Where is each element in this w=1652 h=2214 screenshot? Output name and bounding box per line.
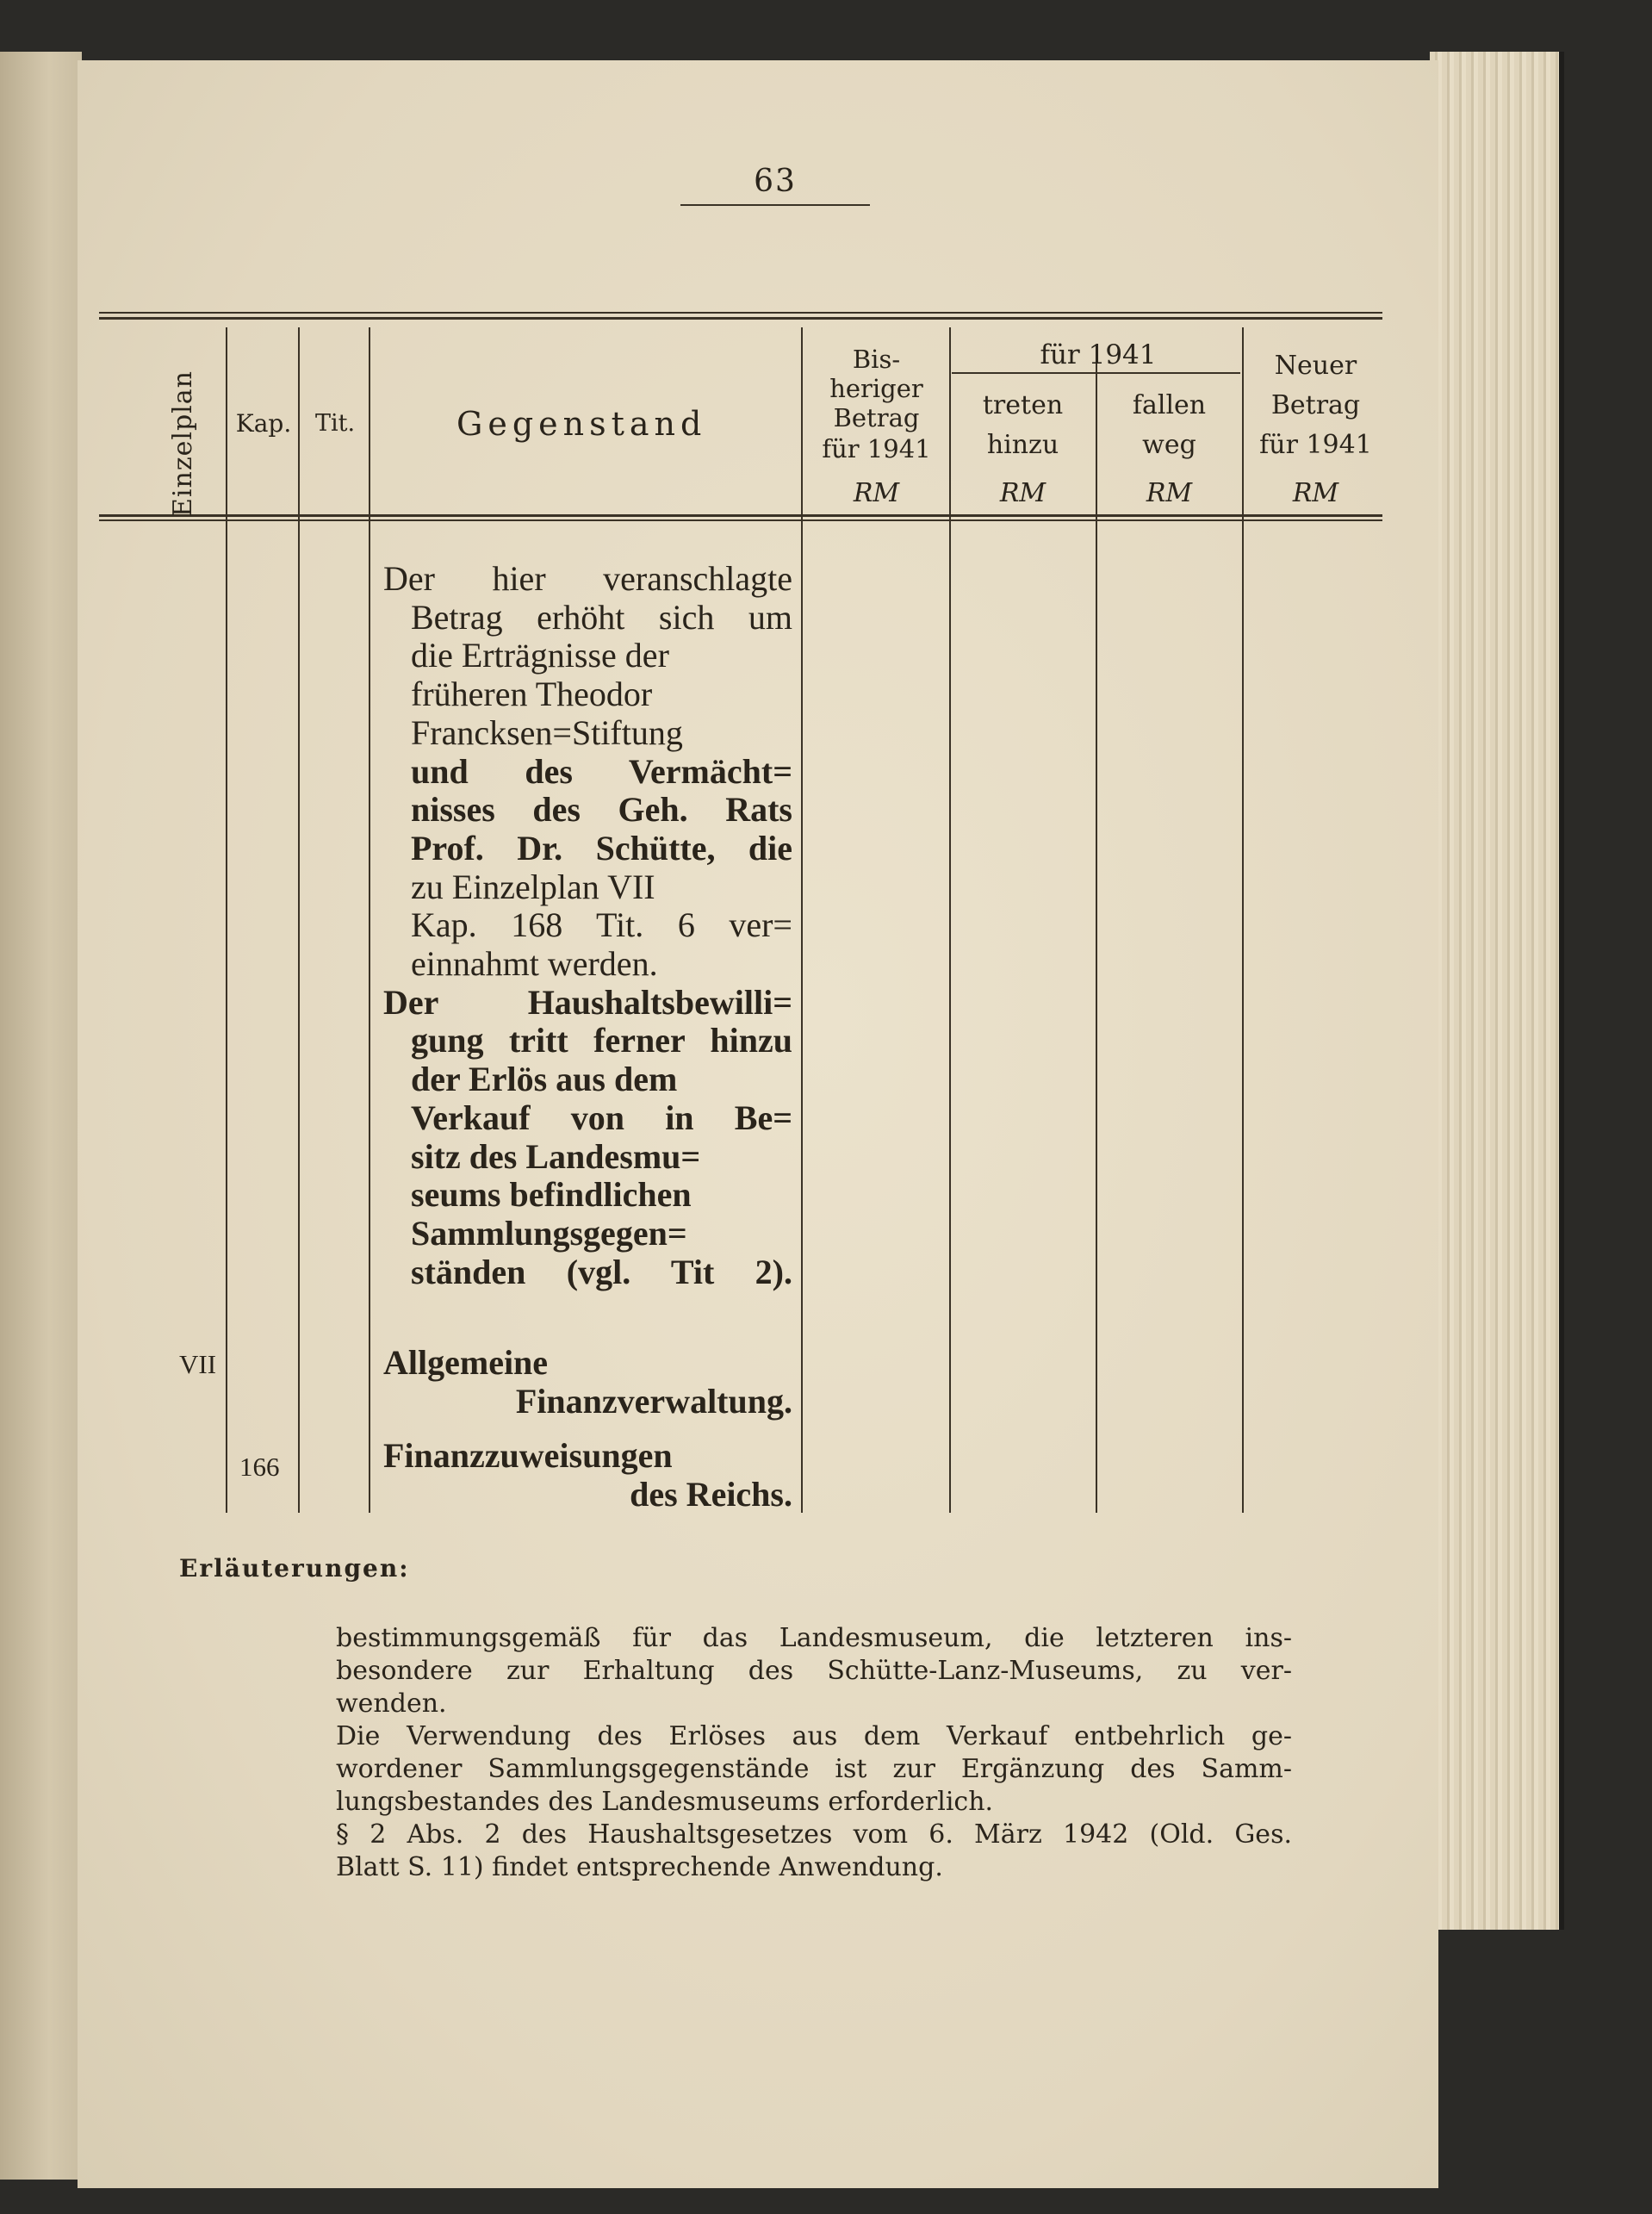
col-line-2 — [298, 327, 300, 1513]
section-finanzzuweisungen: Finanzzuweisungen des Reichs. — [383, 1436, 792, 1514]
header-bottom-rule — [99, 514, 1382, 517]
table-top-rule — [99, 312, 1382, 314]
header-kap: Kap. — [235, 409, 292, 438]
header-bottom-rule-2 — [99, 519, 1382, 521]
col-line-3 — [369, 327, 370, 1513]
currency-fallen: RM — [1146, 478, 1193, 508]
col-line-5 — [949, 327, 951, 1513]
table-top-rule-2 — [99, 317, 1382, 320]
header-neuer-betrag: Neuer Betrag für 1941 — [1259, 351, 1372, 460]
left-page-edge — [0, 52, 82, 2180]
einzelplan-vii: VII — [179, 1349, 217, 1379]
header-bisheriger: Bis- heriger Betrag für 1941 — [822, 345, 931, 463]
header-treten-hinzu: treten hinzu — [982, 390, 1064, 460]
page-stack-edge — [1430, 52, 1564, 1930]
currency-bisheriger: RM — [853, 478, 900, 508]
currency-neuer: RM — [1292, 478, 1339, 508]
notes-text: bestimmungsgemäß für das Landesmuseum, die letzteren ins- besondere zur Erhaltung des Schütte-Lanz-Museums, zu ver- wenden. Die Verwendung des Erlöses aus dem Verkauf entbehrlich ge- wordener Sammlungsgegenstände ist zur Ergänzung des Samm- lungsbestandes des Landesmuseums erforderlich. § 2 Abs. 2 des Haushaltsgesetzes vom 6. März 1942 (Old. Ges. Blatt S. 11) findet entsprechende Anwendung. — [336, 1623, 1292, 1882]
header-einzelplan: Einzelplan — [168, 370, 198, 517]
notes-heading: Erläuterungen: — [179, 1554, 410, 1583]
header-fuer-1941: für 1941 — [1040, 339, 1157, 370]
col-line-1 — [226, 327, 227, 1513]
col-line-6 — [1096, 353, 1097, 1513]
header-tit: Tit. — [314, 410, 356, 437]
col-line-4 — [801, 327, 803, 1513]
header-fallen-weg: fallen weg — [1132, 390, 1207, 460]
currency-treten: RM — [999, 478, 1046, 508]
gegenstand-text: Der hier veranschlagte Betrag erhöht sich um die Erträgnisse der früheren Theodor Francksen=Stiftung und des Vermächt= nisses des Geh. Rats Prof. Dr. Schütte, die zu Einzelplan VII Kap. 168 Tit. 6 ver= einnahmt werden. Der Haushaltsbewilli= gung tritt ferner hinzu der Erlös aus dem Verkauf von in Be= sitz des Landesmu= seums befindlichen Sammlungsgegen= ständen (vgl. Tit 2). — [383, 559, 792, 1291]
page-number: 63 — [680, 164, 870, 206]
header-gegenstand: Gegenstand — [456, 405, 707, 443]
section-allgemeine: Allgemeine Finanzverwaltung. — [383, 1343, 792, 1421]
kap-166: 166 — [239, 1452, 280, 1482]
col-line-7 — [1242, 327, 1244, 1513]
